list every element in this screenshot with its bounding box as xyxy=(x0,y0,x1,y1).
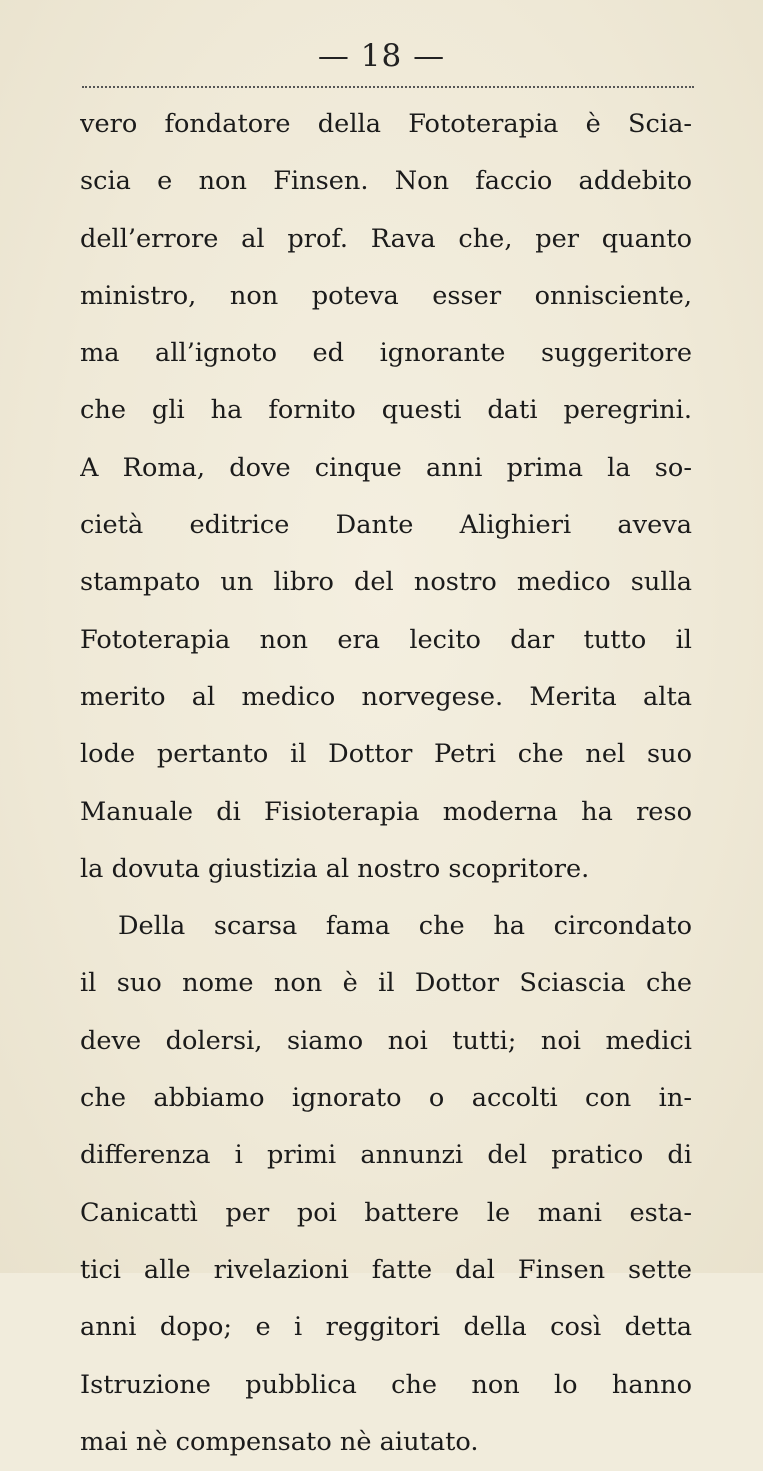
text-line: Manuale di Fisioterapia moderna ha reso xyxy=(80,796,692,827)
text-line: dell’errore al prof. Rava che, per quanto xyxy=(80,223,692,254)
text-line: deve dolersi, siamo noi tutti; noi medici xyxy=(80,1025,692,1056)
body-text xyxy=(80,96,692,1471)
text-line: A Roma, dove cinque anni prima la so- xyxy=(80,452,692,483)
text-line: merito al medico norvegese. Merita alta xyxy=(80,681,692,712)
text-line: Istruzione pubblica che non lo hanno xyxy=(80,1369,692,1400)
text-line: anni dopo; e i reggitori della così detta xyxy=(80,1312,692,1343)
text-line: ministro, non poteva esser onnisciente, xyxy=(80,280,692,311)
text-line: cietà editrice Dante Alighieri aveva xyxy=(80,510,692,541)
text-line: la dovuta giustizia al nostro scopritore. xyxy=(80,853,590,884)
text-line: Fototerapia non era lecito dar tutto il xyxy=(80,624,692,655)
text-line: il suo nome non è il Dottor Sciascia che xyxy=(80,968,692,999)
text-line: scia e non Finsen. Non faccio addebito xyxy=(80,166,692,197)
text-line: stampato un libro del nostro medico sulla xyxy=(80,567,692,598)
text-line: lode pertanto il Dottor Petri che nel suo xyxy=(80,739,692,770)
text-line: vero fondatore della Fototerapia è Scia- xyxy=(80,109,692,139)
text-line: differenza i primi annunzi del pratico di xyxy=(80,1140,692,1171)
header-dotted-rule xyxy=(82,86,694,88)
text-line: Della scarsa fama che ha circondato xyxy=(118,911,692,942)
text-line: che gli ha fornito questi dati peregrini. xyxy=(80,395,692,426)
text-line: Canicattì per poi battere le mani esta- xyxy=(80,1197,692,1228)
text-line: ma all’ignoto ed ignorante suggeritore xyxy=(80,338,692,369)
text-line: tici alle rivelazioni fatte dal Finsen sette xyxy=(80,1254,692,1285)
text-line: mai nè compensato nè aiutato. xyxy=(80,1426,479,1457)
text-line: che abbiamo ignorato o accolti con in- xyxy=(80,1083,692,1114)
page-number: — 18 — xyxy=(317,38,446,74)
